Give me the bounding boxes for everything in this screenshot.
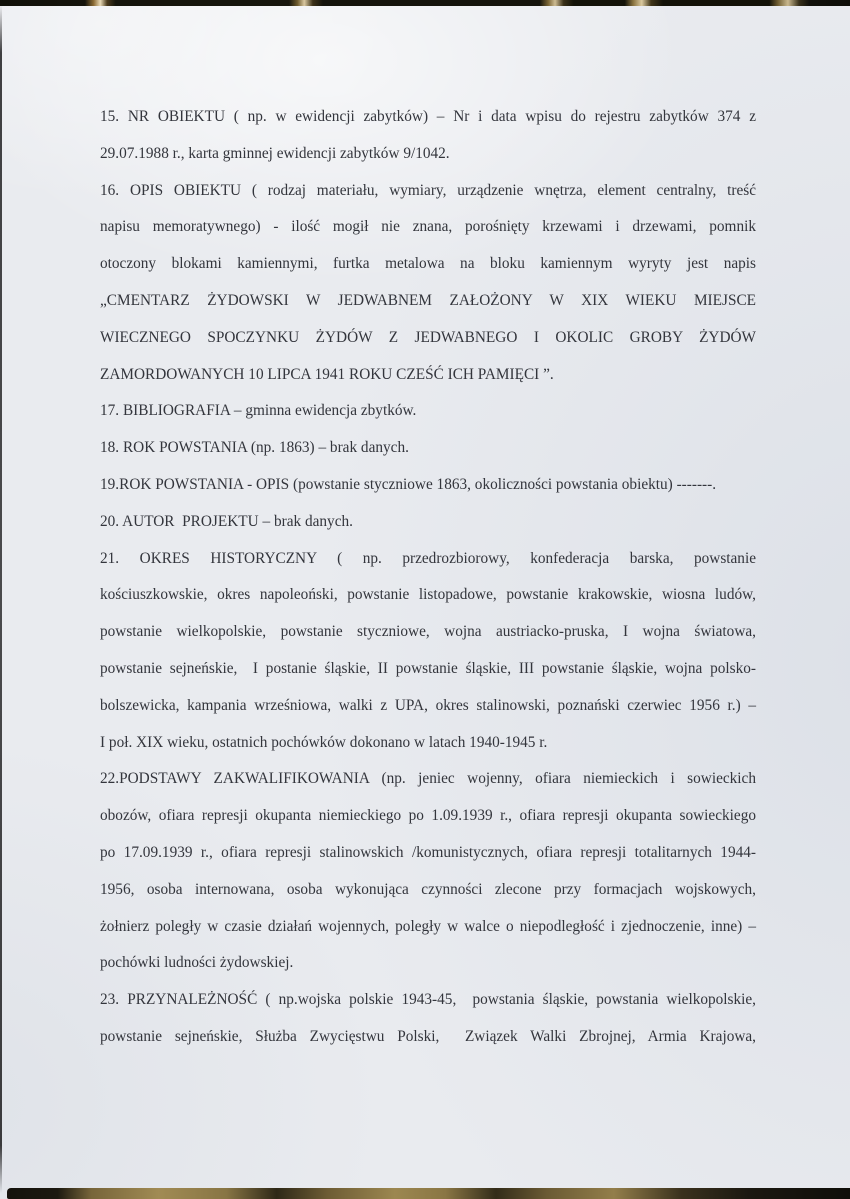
text-line-21-cont-1: kościuszkowskie, okres napoleoński, powstanie listopadowe, powstanie krakowskie, wiosna ludów, <box>100 586 756 604</box>
scan-artifact-top-edge <box>0 0 850 6</box>
text-line-22-cont-3: 1956, osoba internowana, osoba wykonująca czynności zlecone przy formacjach wojskowych, <box>100 880 756 898</box>
text-line-16-cont-1: napisu memoratywnego) - ilość mogił nie znana, porośnięty krzewami i drzewami, pomnik <box>100 218 756 236</box>
text-line-21-cont-5: I poł. XIX wieku, ostatnich pochówków dokonano w latach 1940-1945 r. <box>100 733 548 751</box>
text-line-22-cont-5: pochówki ludności żydowskiej. <box>100 954 294 972</box>
scan-artifact-bottom-edge <box>7 1188 850 1199</box>
text-line-inscription-1: „CMENTARZ ŻYDOWSKI W JEDWABNEM ZAŁOŻONY W XIX WIEKU MIEJSCE <box>100 291 756 309</box>
scan-artifact-left-edge <box>0 5 2 1193</box>
text-line-21-cont-2: powstanie wielkopolskie, powstanie styczniowe, wojna austriacko-pruska, I wojna światowa, <box>100 623 756 641</box>
text-line-16-opis-obiektu: 16. OPIS OBIEKTU ( rodzaj materiału, wymiary, urządzenie wnętrza, element centralny, treść <box>100 181 756 199</box>
text-line-17-bibliografia: 17. BIBLIOGRAFIA – gminna ewidencja zbytków. <box>100 402 417 420</box>
text-line-15-nr-obiektu: 15. NR OBIEKTU ( np. w ewidencji zabytków) – Nr i data wpisu do rejestru zabytków 374 z <box>100 108 756 125</box>
text-line-22-cont-4: żołnierz poległy w czasie działań wojennych, poległy w walce o niepodległość i zjednoczenie, inne) – <box>100 917 756 935</box>
text-line-21-okres-historyczny: 21. OKRES HISTORYCZNY ( np. przedrozbiorowy, konfederacja barska, powstanie <box>100 549 756 567</box>
text-line-22-cont-2: po 17.09.1939 r., ofiara represji stalinowskich /komunistycznych, ofiara represji totalitarnych 1944- <box>100 843 756 861</box>
text-line-21-cont-4: bolszewicka, kampania wrześniowa, walki z UPA, okres stalinowski, poznański czerwiec 1956 r.) – <box>100 696 756 714</box>
text-line-19-rok-powstania-opis: 19.ROK POWSTANIA - OPIS (powstanie styczniowe 1863, okoliczności powstania obiektu) -------. <box>100 475 717 493</box>
document-text <box>100 99 756 1056</box>
text-line-16-cont-2: otoczony blokami kamiennymi, furtka metalowa na bloku kamiennym wyryty jest napis <box>100 255 756 273</box>
text-line-inscription-2: WIECZNEGO SPOCZYNKU ŻYDÓW Z JEDWABNEGO I OKOLIC GROBY ŻYDÓW <box>100 328 756 346</box>
text-line-23-cont-1: powstanie sejneńskie, Służba Zwycięstwu Polski, Związek Walki Zbrojnej, Armia Krajowa, <box>100 1027 756 1045</box>
text-line-22-cont-1: obozów, ofiara represji okupanta niemieckiego po 1.09.1939 r., ofiara represji okupanta sowieckiego <box>100 807 756 825</box>
text-line-21-cont-3: powstanie sejneńskie, I postanie śląskie, II powstanie śląskie, III powstanie śląskie, wojna polsko- <box>100 659 756 677</box>
text-line-15-cont: 29.07.1988 r., karta gminnej ewidencji zabytków 9/1042. <box>100 144 450 162</box>
text-line-20-autor-projektu: 20. AUTOR PROJEKTU – brak danych. <box>100 512 353 530</box>
text-line-23-przynaleznosc: 23. PRZYNALEŻNOŚĆ ( np.wojska polskie 1943-45, powstania śląskie, powstania wielkopolskie, <box>100 991 756 1009</box>
text-line-inscription-3: ZAMORDOWANYCH 10 LIPCA 1941 ROKU CZEŚĆ ICH PAMIĘCI ”. <box>100 365 554 383</box>
text-line-18-rok-powstania: 18. ROK POWSTANIA (np. 1863) – brak danych. <box>100 439 409 457</box>
text-line-22-podstawy: 22.PODSTAWY ZAKWALIFIKOWANIA (np. jeniec wojenny, ofiara niemieckich i sowieckich <box>100 770 756 788</box>
